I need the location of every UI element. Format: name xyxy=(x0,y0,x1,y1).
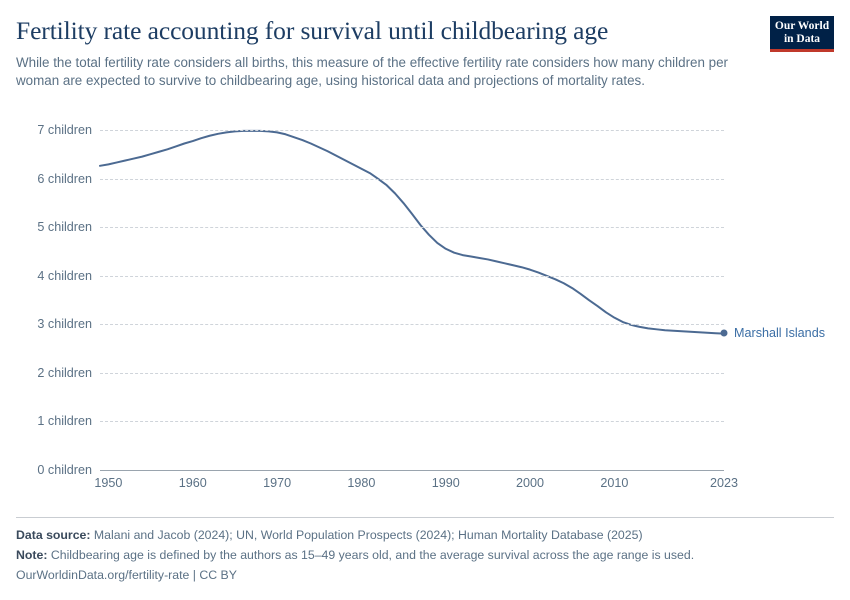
gridline xyxy=(100,276,724,277)
footer-note-text: Childbearing age is defined by the authors as 15–49 years old, and the average survival across the age range is used. xyxy=(50,547,695,562)
x-axis-tick-label: 1970 xyxy=(263,475,292,490)
chart-header xyxy=(16,16,834,91)
y-axis-tick-label: 6 children xyxy=(37,171,92,186)
footer-note-label: Note: xyxy=(16,547,48,562)
chart-subtitle: While the total fertility rate considers all births, this measure of the effective fertility rate considers how many children per woman are expected to survive to childbearing age, using historical data and projections of mortality rates. xyxy=(16,54,728,89)
y-axis-tick-label: 5 children xyxy=(37,220,92,235)
y-axis-tick-label: 4 children xyxy=(37,268,92,283)
y-axis-tick-label: 7 children xyxy=(37,122,92,137)
gridline xyxy=(100,227,724,228)
gridline xyxy=(100,421,724,422)
y-axis-tick-label: 2 children xyxy=(37,365,92,380)
footer-source-text: Malani and Jacob (2024); UN, World Population Prospects (2024); Human Mortality Database (2025) xyxy=(93,527,643,542)
gridline xyxy=(100,470,724,471)
page-title: Fertility rate accounting for survival until childbearing age xyxy=(16,16,609,45)
owid-logo-line2: in Data xyxy=(783,33,821,45)
x-axis-tick-label: 1980 xyxy=(347,475,376,490)
footer-link[interactable]: OurWorldinData.org/fertility-rate | CC BY xyxy=(16,567,237,582)
gridline xyxy=(100,179,724,180)
x-axis-tick-label: 2010 xyxy=(600,475,629,490)
gridline xyxy=(100,324,724,325)
series-endpoint-dot xyxy=(721,330,728,337)
x-axis-tick-label: 1960 xyxy=(178,475,207,490)
owid-logo-line1: Our World xyxy=(774,20,830,32)
series-label-marshall-islands[interactable]: Marshall Islands xyxy=(734,326,825,341)
gridline xyxy=(100,130,724,131)
y-axis-tick-label: 1 children xyxy=(37,414,92,429)
y-axis-tick-label: 3 children xyxy=(37,317,92,332)
footer-note xyxy=(16,546,834,565)
x-axis xyxy=(94,470,739,496)
y-axis-tick-label: 0 children xyxy=(37,462,92,477)
x-axis-tick-label: 2000 xyxy=(516,475,545,490)
footer-source-label: Data source: xyxy=(16,527,91,542)
series-line-marshall-islands xyxy=(100,111,724,470)
gridline xyxy=(100,373,724,374)
footer-source xyxy=(16,526,834,545)
chart-plot[interactable] xyxy=(37,111,825,490)
x-axis-tick-label: 1950 xyxy=(94,475,123,490)
chart-footer xyxy=(16,517,834,586)
x-axis-tick-label: 2023 xyxy=(709,475,739,490)
chart-area xyxy=(16,103,834,498)
x-axis-tick-label: 1990 xyxy=(431,475,460,490)
owid-logo[interactable] xyxy=(770,16,834,52)
